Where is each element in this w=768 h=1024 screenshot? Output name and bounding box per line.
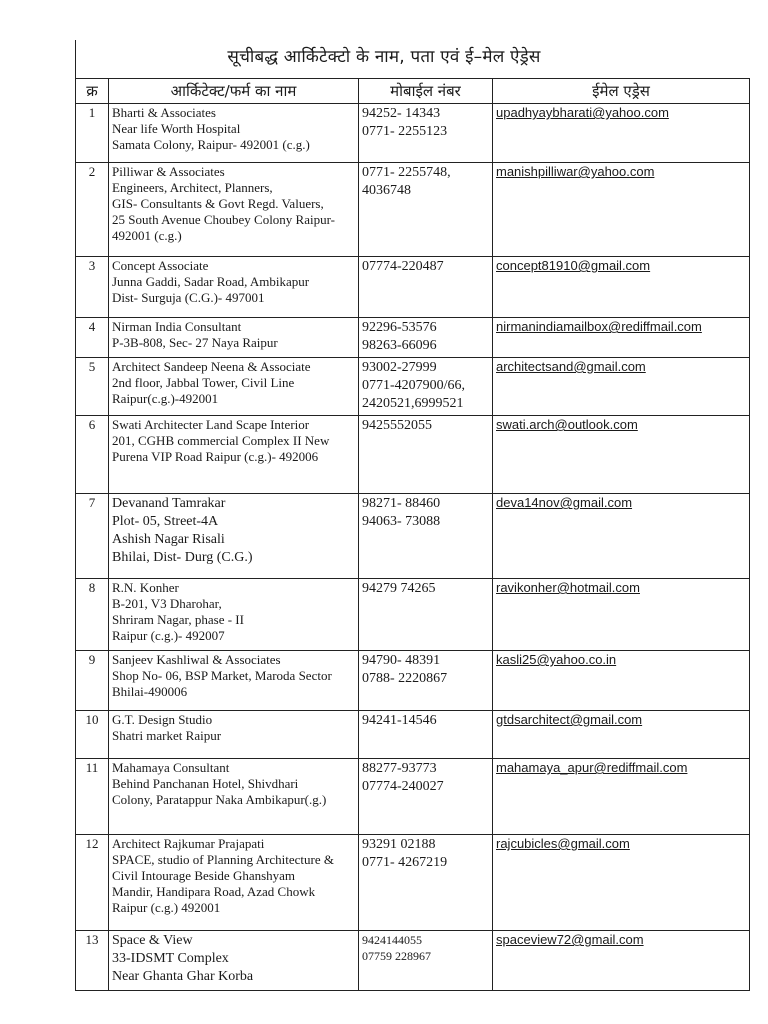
mobile-numbers bbox=[359, 358, 493, 416]
email-link[interactable]: ravikonher@hotmail.com bbox=[493, 579, 750, 651]
table-row bbox=[76, 318, 750, 358]
firm-details bbox=[109, 416, 359, 494]
phone-line: 94063- 73088 bbox=[362, 514, 441, 529]
header-email: ईमेल एड्रेस bbox=[493, 79, 750, 104]
phone-line: 93291 02188 bbox=[362, 837, 436, 852]
firm-line: Junna Gaddi, Sadar Road, Ambikapur bbox=[112, 274, 310, 289]
firm-line: Shop No- 06, BSP Market, Maroda Sector bbox=[112, 668, 332, 683]
firm-details bbox=[109, 835, 359, 931]
firm-details bbox=[109, 651, 359, 711]
table-row bbox=[76, 358, 750, 416]
phone-line: 94252- 14343 bbox=[362, 106, 441, 121]
table-row bbox=[76, 931, 750, 991]
email-link[interactable]: deva14nov@gmail.com bbox=[493, 494, 750, 579]
firm-line: Raipur (c.g.)- 492007 bbox=[112, 628, 225, 643]
firm-details bbox=[109, 759, 359, 835]
table-header-row bbox=[76, 79, 750, 104]
header-architect-name: आर्किटेक्ट/फर्म का नाम bbox=[109, 79, 359, 104]
firm-details bbox=[109, 494, 359, 579]
firm-line: 2nd floor, Jabbal Tower, Civil Line bbox=[112, 375, 295, 390]
firm-details bbox=[109, 358, 359, 416]
firm-details bbox=[109, 579, 359, 651]
firm-details bbox=[109, 104, 359, 163]
phone-line: 0771- 4267219 bbox=[362, 855, 448, 870]
firm-line: G.T. Design Studio bbox=[112, 712, 213, 727]
phone-line: 07759 228967 bbox=[362, 949, 431, 963]
table-row bbox=[76, 416, 750, 494]
phone-line: 07774-240027 bbox=[362, 779, 444, 794]
firm-line: Near Ghanta Ghar Korba bbox=[112, 969, 254, 984]
firm-line: Shatri market Raipur bbox=[112, 728, 222, 743]
mobile-numbers bbox=[359, 416, 493, 494]
firm-line: 25 South Avenue Choubey Colony Raipur- bbox=[112, 212, 336, 227]
firm-line: 201, CGHB commercial Complex II New bbox=[112, 433, 330, 448]
firm-line: Space & View bbox=[112, 933, 193, 948]
phone-line: 0771- 2255123 bbox=[362, 124, 448, 139]
firm-line: 33-IDSMT Complex bbox=[112, 951, 229, 966]
serial-number: 12 bbox=[76, 835, 109, 931]
email-link[interactable]: architectsand@gmail.com bbox=[493, 358, 750, 416]
firm-line: GIS- Consultants & Govt Regd. Valuers, bbox=[112, 196, 324, 211]
mobile-numbers bbox=[359, 759, 493, 835]
phone-line: 0771-4207900/66, bbox=[362, 378, 466, 393]
email-link[interactable]: swati.arch@outlook.com bbox=[493, 416, 750, 494]
firm-line: Plot- 05, Street-4A bbox=[112, 514, 219, 529]
mobile-numbers bbox=[359, 579, 493, 651]
phone-line: 93002-27999 bbox=[362, 360, 437, 375]
phone-line: 94279 74265 bbox=[362, 581, 436, 596]
phone-line: 0771- 2255748, bbox=[362, 165, 451, 180]
table-row bbox=[76, 579, 750, 651]
mobile-numbers bbox=[359, 257, 493, 318]
firm-line: Bhilai, Dist- Durg (C.G.) bbox=[112, 550, 253, 565]
firm-line: Raipur(c.g.)-492001 bbox=[112, 391, 219, 406]
firm-line: Engineers, Architect, Planners, bbox=[112, 180, 273, 195]
email-link[interactable]: mahamaya_apur@rediffmail.com bbox=[493, 759, 750, 835]
firm-line: Raipur (c.g.) 492001 bbox=[112, 900, 221, 915]
firm-details bbox=[109, 163, 359, 257]
firm-line: Nirman India Consultant bbox=[112, 319, 242, 334]
firm-line: R.N. Konher bbox=[112, 580, 179, 595]
firm-line: Samata Colony, Raipur- 492001 (c.g.) bbox=[112, 137, 310, 152]
firm-line: Sanjeev Kashliwal & Associates bbox=[112, 652, 281, 667]
table-row bbox=[76, 835, 750, 931]
firm-line: Shriram Nagar, phase - II bbox=[112, 612, 244, 627]
serial-number: 9 bbox=[76, 651, 109, 711]
email-link[interactable]: concept81910@gmail.com bbox=[493, 257, 750, 318]
email-link[interactable]: spaceview72@gmail.com bbox=[493, 931, 750, 991]
firm-line: Bharti & Associates bbox=[112, 105, 216, 120]
firm-line: SPACE, studio of Planning Architecture & bbox=[112, 852, 334, 867]
firm-details bbox=[109, 931, 359, 991]
firm-line: P-3B-808, Sec- 27 Naya Raipur bbox=[112, 335, 278, 350]
firm-line: Colony, Paratappur Naka Ambikapur(.g.) bbox=[112, 792, 327, 807]
table-row bbox=[76, 711, 750, 759]
serial-number: 6 bbox=[76, 416, 109, 494]
firm-line: Mandir, Handipara Road, Azad Chowk bbox=[112, 884, 316, 899]
table-row bbox=[76, 651, 750, 711]
phone-line: 98263-66096 bbox=[362, 338, 437, 353]
table-row bbox=[76, 494, 750, 579]
firm-line: Pilliwar & Associates bbox=[112, 164, 225, 179]
firm-details bbox=[109, 318, 359, 358]
phone-line: 9424144055 bbox=[362, 933, 422, 947]
firm-line: Architect Sandeep Neena & Associate bbox=[112, 359, 311, 374]
header-mobile: मोबाईल नंबर bbox=[359, 79, 493, 104]
table-row bbox=[76, 257, 750, 318]
mobile-numbers bbox=[359, 104, 493, 163]
firm-line: Mahamaya Consultant bbox=[112, 760, 230, 775]
firm-line: 492001 (c.g.) bbox=[112, 228, 182, 243]
firm-line: Bhilai-490006 bbox=[112, 684, 188, 699]
phone-line: 4036748 bbox=[362, 183, 411, 198]
phone-line: 0788- 2220867 bbox=[362, 671, 448, 686]
mobile-numbers bbox=[359, 711, 493, 759]
header-serial: क्र bbox=[76, 79, 109, 104]
phone-line: 2420521,6999521 bbox=[362, 396, 464, 411]
mobile-numbers bbox=[359, 494, 493, 579]
mobile-numbers bbox=[359, 651, 493, 711]
serial-number: 4 bbox=[76, 318, 109, 358]
email-link[interactable]: rajcubicles@gmail.com bbox=[493, 835, 750, 931]
firm-line: Civil Intourage Beside Ghanshyam bbox=[112, 868, 296, 883]
phone-line: 9425552055 bbox=[362, 418, 432, 433]
mobile-numbers bbox=[359, 318, 493, 358]
email-link[interactable]: gtdsarchitect@gmail.com bbox=[493, 711, 750, 759]
firm-line: Ashish Nagar Risali bbox=[112, 532, 225, 547]
firm-line: Dist- Surguja (C.G.)- 497001 bbox=[112, 290, 265, 305]
phone-line: 07774-220487 bbox=[362, 259, 444, 274]
serial-number: 1 bbox=[76, 104, 109, 163]
email-link[interactable]: nirmanindiamailbox@rediffmail.com bbox=[493, 318, 750, 358]
table-row bbox=[76, 759, 750, 835]
serial-number: 7 bbox=[76, 494, 109, 579]
phone-line: 94241-14546 bbox=[362, 713, 437, 728]
email-link[interactable]: manishpilliwar@yahoo.com bbox=[493, 163, 750, 257]
serial-number: 10 bbox=[76, 711, 109, 759]
mobile-numbers bbox=[359, 931, 493, 991]
firm-line: Swati Architecter Land Scape Interior bbox=[112, 417, 310, 432]
firm-line: Behind Panchanan Hotel, Shivdhari bbox=[112, 776, 299, 791]
phone-line: 92296-53576 bbox=[362, 320, 437, 335]
firm-line: Purena VIP Road Raipur (c.g.)- 492006 bbox=[112, 449, 319, 464]
mobile-numbers bbox=[359, 163, 493, 257]
firm-line: B-201, V3 Dharohar, bbox=[112, 596, 222, 611]
serial-number: 8 bbox=[76, 579, 109, 651]
email-link[interactable]: upadhyaybharati@yahoo.com bbox=[493, 104, 750, 163]
serial-number: 3 bbox=[76, 257, 109, 318]
serial-number: 5 bbox=[76, 358, 109, 416]
firm-line: Concept Associate bbox=[112, 258, 209, 273]
firm-line: Near life Worth Hospital bbox=[112, 121, 241, 136]
architect-registry-table bbox=[75, 78, 750, 991]
serial-number: 2 bbox=[76, 163, 109, 257]
table-row bbox=[76, 163, 750, 257]
document-title: सूचीबद्ध आर्किटेक्टो के नाम, पता एवं ई–मेल ऐड्रेस bbox=[227, 47, 541, 67]
phone-line: 88277-93773 bbox=[362, 761, 437, 776]
phone-line: 94790- 48391 bbox=[362, 653, 441, 668]
firm-details bbox=[109, 711, 359, 759]
firm-line: Devanand Tamrakar bbox=[112, 496, 226, 511]
table-row bbox=[76, 104, 750, 163]
serial-number: 13 bbox=[76, 931, 109, 991]
phone-line: 98271- 88460 bbox=[362, 496, 441, 511]
email-link[interactable]: kasli25@yahoo.co.in bbox=[493, 651, 750, 711]
mobile-numbers bbox=[359, 835, 493, 931]
firm-details bbox=[109, 257, 359, 318]
serial-number: 11 bbox=[76, 759, 109, 835]
firm-line: Architect Rajkumar Prajapati bbox=[112, 836, 265, 851]
